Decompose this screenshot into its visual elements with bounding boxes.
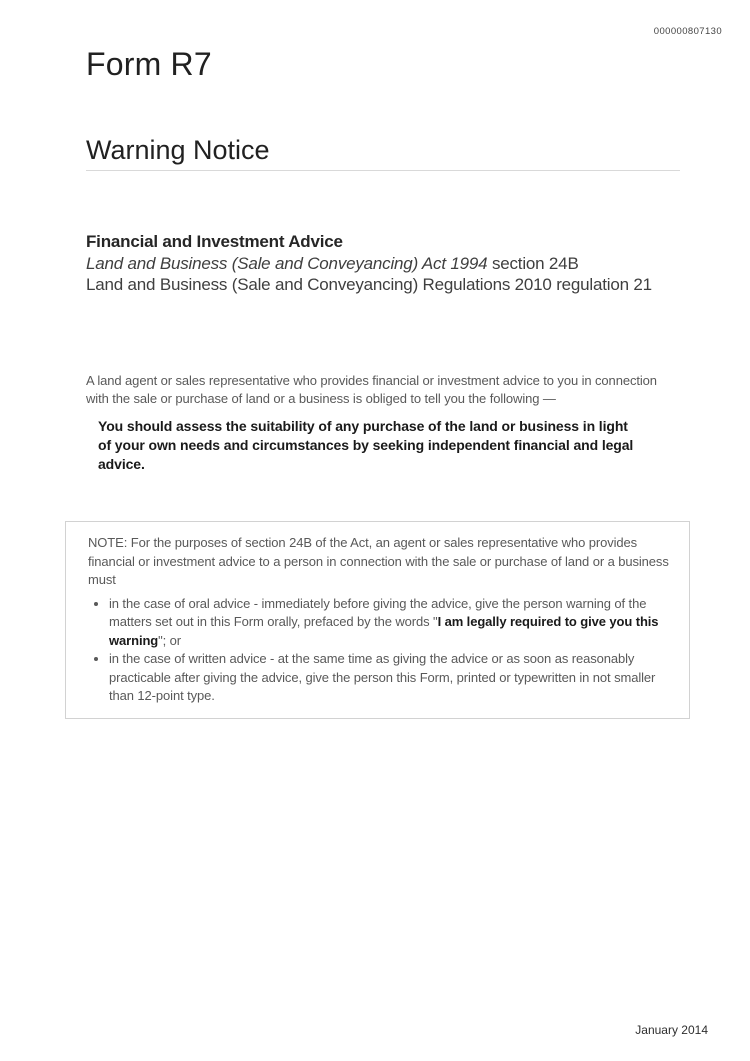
- act-reference: [86, 253, 696, 275]
- bullet1-text-pre: in the case of oral advice - immediately before giving the advice, give the person warning of the matters set out in this Form orally, prefaced by the words ": [109, 595, 647, 629]
- subject-block: [86, 231, 696, 296]
- bullet1-bold-warning-phrase: I am legally required to give you this warning: [109, 614, 659, 648]
- act-title-italic: Land and Business (Sale and Conveyancing) Act 1994: [86, 253, 488, 273]
- bullet1-text-post: "; or: [158, 632, 182, 648]
- note-bullet-written-advice: • in the case of written advice - at the same time as giving the advice or as soon as reasonably practicable after giving the advice, give the person this Form, printed or typewritten in not smaller than 12-point type.: [109, 650, 669, 706]
- form-title: Form R7: [86, 46, 212, 82]
- note-bullet-list: [88, 595, 669, 706]
- regulations-reference: Land and Business (Sale and Conveyancing) Regulations 2010 regulation 21: [86, 275, 652, 294]
- document-number: 000000807130: [653, 26, 722, 37]
- footer-date: January 2014: [635, 1023, 708, 1037]
- note-bullet-oral-advice: [109, 595, 669, 651]
- note-box: [65, 521, 690, 719]
- subject-heading: Financial and Investment Advice: [86, 232, 343, 251]
- act-section: section 24B: [487, 253, 579, 273]
- intro-paragraph: A land agent or sales representative who provides financial or investment advice to you in connection with the sale or purchase of land or a business is obliged to tell you the following —: [86, 373, 657, 406]
- warning-statement: You should assess the suitability of any purchase of the land or business in light of your own needs and circumstances by seeking independent financial and legal advice.: [98, 418, 634, 472]
- note-intro: NOTE: For the purposes of section 24B of the Act, an agent or sales representative who provides financial or investment advice to a person in connection with the sale or purchase of land or a business must: [88, 535, 669, 587]
- notice-title: Warning Notice: [86, 135, 680, 171]
